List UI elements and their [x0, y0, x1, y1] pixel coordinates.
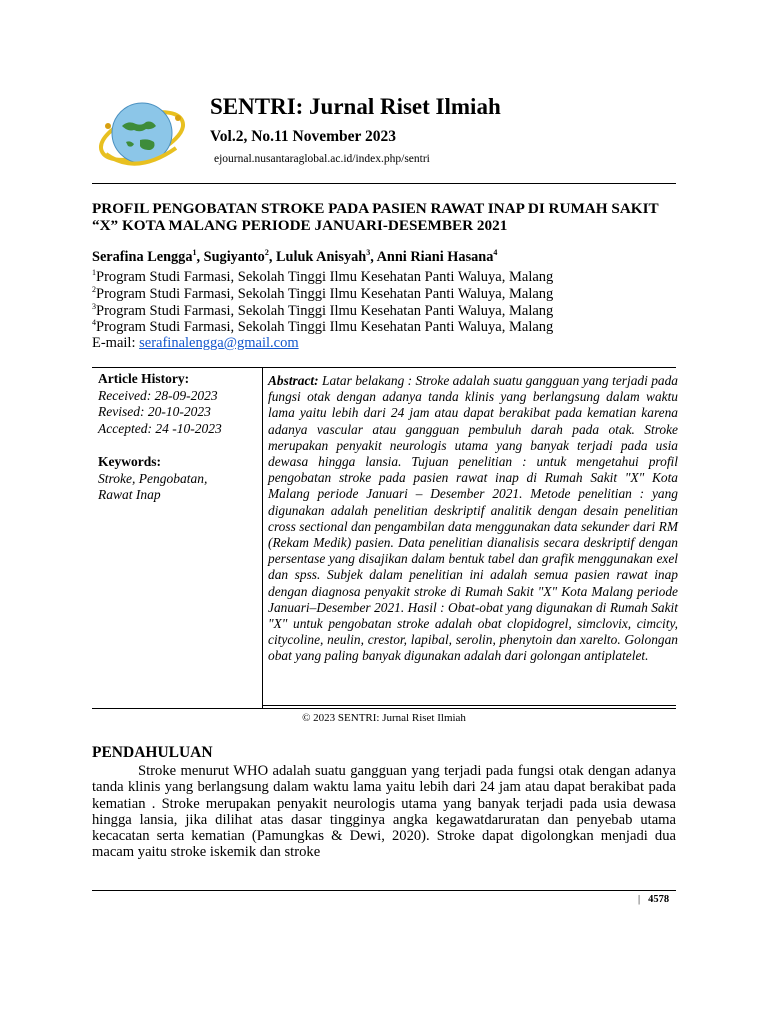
email-label: E-mail:	[92, 335, 136, 351]
journal-title: SENTRI: Jurnal Riset Ilmiah	[210, 94, 501, 119]
received-date: Received: 28-09-2023	[98, 387, 218, 403]
intro-paragraph: Stroke menurut WHO adalah suatu gangguan yang terjadi pada fungsi otak dengan adanya tanda klinis yang berlangsung dalam waktu lama yaitu lebih dari 24 jam atau dapat berakibat pada kematian . Stroke merupakan penyakit neurologis utama yang banyak terjadi pada usia dewasa hingga lansia, jika dilihat atas dasar tingginya angka kegawatdaruratan dan penyebab utama kecacatan serta kematian (Pamungkas & Dewi, 2020). Stroke dapat digolongkan menjadi dua macam yaitu stroke iskemik dan stroke	[92, 763, 676, 861]
paper-title: PROFIL PENGOBATAN STROKE PADA PASIEN RAWAT INAP DI RUMAH SAKIT “X” KOTA MALANG PERIODE JANUARI-DESEMBER 2021	[92, 200, 659, 234]
author-superscript: 4	[493, 248, 498, 257]
email-line	[92, 335, 299, 352]
affiliation-line	[92, 285, 553, 303]
abstract	[268, 373, 678, 665]
author-superscript: 1	[192, 248, 197, 257]
accepted-date: Accepted: 24 -10-2023	[98, 420, 222, 436]
page-number: 4578	[648, 894, 670, 905]
affiliation-superscript: 4	[92, 318, 96, 327]
keywords-line: Stroke, Pengobatan,	[98, 470, 208, 486]
abstract-underline	[262, 705, 676, 706]
author-name: Luluk Anisyah	[275, 248, 367, 265]
copyright-notice: © 2023 SENTRI: Jurnal Riset Ilmiah	[302, 712, 466, 724]
article-history	[98, 371, 258, 437]
affiliation-text: Program Studi Farmasi, Sekolah Tinggi Ilmu Kesehatan Panti Waluya, Malang	[96, 302, 554, 319]
affiliation-superscript: 1	[92, 268, 96, 277]
section-heading: PENDAHULUAN	[92, 744, 213, 761]
history-label: Article History:	[98, 371, 190, 386]
affiliation-text: Program Studi Farmasi, Sekolah Tinggi Ilmu Kesehatan Panti Waluya, Malang	[96, 285, 554, 302]
affiliation-line	[92, 318, 553, 336]
author-list: Serafina Lengga$^1$, Sugiyanto$^2$, Luluk Anisyah$^3$, Anni Riani Hasana$^4$	[92, 248, 498, 265]
author-name: Sugiyanto	[203, 248, 265, 265]
affiliation-text: Program Studi Farmasi, Sekolah Tinggi Ilmu Kesehatan Panti Waluya, Malang	[96, 268, 554, 285]
footer-divider	[92, 890, 676, 891]
header-divider	[92, 183, 676, 184]
email-link[interactable]: serafinalengga@gmail.com	[139, 335, 299, 351]
keywords-line: Rawat Inap	[98, 487, 161, 502]
keywords-label: Keywords:	[98, 454, 161, 469]
journal-logo	[96, 96, 188, 174]
journal-volume-issue: Vol.2, No.11 November 2023	[210, 128, 396, 145]
info-box-divider	[262, 367, 263, 708]
journal-url[interactable]: ejournal.nusantaraglobal.ac.id/index.php/sentri	[214, 153, 430, 165]
abstract-text: Latar belakang : Stroke adalah suatu gangguan yang terjadi pada fungsi otak dengan adanya tanda klinis yang berlangsung dalam waktu lama yaitu lebih dari 24 jam atau dapat berakibat pada kematian karena adanya vascular atau gangguan pembuluh darah pada otak. Stroke merupakan penyakit neurologis utama yang banyak terjadi pada usia dewasa hingga lansia. Tujuan penelitian : untuk mengetahui profil pengobatan stroke pada pasien rawat inap di Rumah Sakit "X" Kota Malang periode Januari – Desember 2021. Metode penelitian : yang digunakan adalah penelitian deskriptif analitik dengan desain penelitian cross sectional dan pengambilan data menggunakan data sekunder dari RM (Rekam Medik) pasien. Data penelitian dianalisis secara deskriptif dengan persentase yang disajikan dalam bentuk tabel dan grafik menggunakan exel dan spss. Subjek dalam penelitian ini adalah semua pasien rawat inap dengan diagnosa penyakit stroke di Rumah Sakit "X" Kota Malang periode Januari–Desember 2021. Hasil : Obat-obat yang digunakan di Rumah Sakit "X" untuk pengobatan stroke adalah obat clopidogrel, simclovix, cimcity, citycoline, neulin, crestor, lapibal, serolin, phenytoin dan xarelto. Golongan obat yang paling banyak digunakan adalah dari golongan antiplatelet.	[268, 373, 678, 664]
globe-logo-icon	[96, 96, 188, 174]
author-name: Anni Riani Hasana	[376, 248, 494, 265]
info-box-top-rule	[92, 367, 676, 368]
author-superscript: 3	[366, 248, 371, 257]
affiliation-line	[92, 268, 553, 286]
affiliation-text: Program Studi Farmasi, Sekolah Tinggi Ilmu Kesehatan Panti Waluya, Malang	[96, 318, 554, 335]
abstract-label: Abstract:	[268, 373, 319, 388]
affiliation-superscript: 3	[92, 302, 96, 311]
keywords-block	[98, 454, 258, 504]
revised-date: Revised: 20-10-2023	[98, 404, 211, 419]
affiliation-superscript: 2	[92, 285, 96, 294]
page-separator: |	[638, 894, 641, 905]
author-superscript: 2	[264, 248, 269, 257]
page-number-block	[638, 894, 669, 905]
author-name: Serafina Lengga	[92, 248, 193, 265]
info-box-bottom-rule	[92, 708, 676, 709]
